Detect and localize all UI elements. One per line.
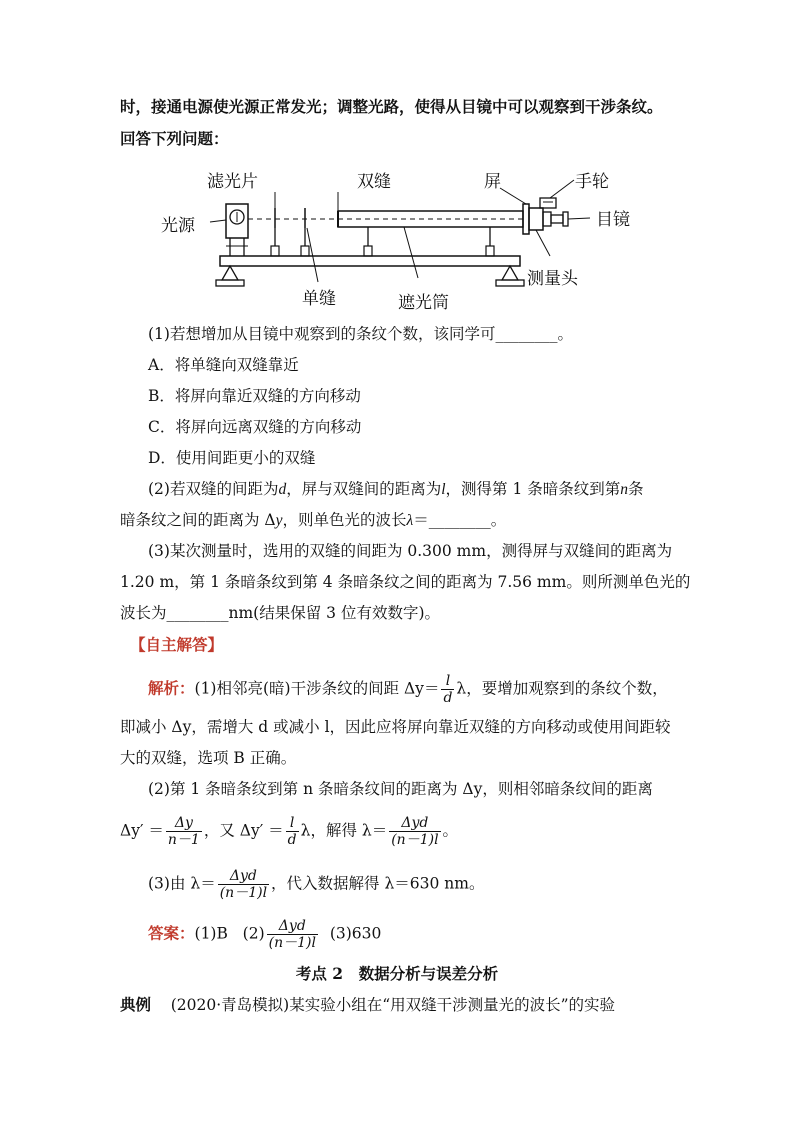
q1-option-a: A．将单缝向双缝靠近 (148, 356, 299, 374)
label-filter: 滤光片 (207, 172, 258, 192)
q3-line-1: (3)某次测量时，选用的双缝的间距为 0.300 mm，测得屏与双缝间的距离为 (148, 542, 673, 560)
optical-rail (220, 256, 520, 266)
rail-foot-right (502, 266, 518, 280)
label-single-slit: 单缝 (302, 289, 336, 309)
q1-option-c: C．将屏向远离双缝的方向移动 (148, 418, 362, 436)
q1-stem: (1)若想增加从目镜中观察到的条纹个数，该同学可________。 (148, 325, 573, 343)
handwheel (540, 198, 556, 208)
q2-line-1: (2)若双缝的间距为d，屏与双缝间的距离为l，测得第 1 条暗条纹到第n条 (148, 480, 644, 498)
label-screen: 屏 (484, 172, 501, 192)
intro-line-2: 回答下列问题： (120, 129, 229, 148)
rail-foot-left (222, 266, 238, 280)
analysis-p1-line-1: 解析：(1)相邻亮(暗)干涉条纹的间距 Δy＝ $\frac{l}{d}$ λ，要增加观察到的条纹个数， (148, 673, 668, 706)
intro-line-1: 时，接通电源使光源正常发光；调整光路，使得从目镜中可以观察到干涉条纹。 (120, 97, 663, 116)
self-answer-tag: 【自主解答】 (130, 635, 224, 654)
screen-plate (523, 204, 529, 234)
q2-line-2: 暗条纹之间的距离为 Δy，则单色光的波长λ＝________。 (120, 511, 507, 529)
q3-line-3: 波长为________nm(结果保留 3 位有效数字)。 (120, 604, 440, 622)
label-double-slit: 双缝 (357, 172, 391, 192)
label-handwheel: 手轮 (575, 172, 609, 192)
label-eyepiece: 目镜 (596, 210, 630, 230)
q1-option-d: D．使用间距更小的双缝 (148, 449, 316, 467)
measuring-head (529, 208, 543, 230)
label-measuring-head: 测量头 (527, 269, 578, 289)
analysis-p2-line-1: (2)第 1 条暗条纹到第 n 条暗条纹间的距离为 Δy，则相邻暗条纹间的距离 (148, 780, 653, 798)
q3-line-2: 1.20 m，第 1 条暗条纹到第 4 条暗条纹之间的距离为 7.56 mm。则所测单色光的 (120, 573, 691, 591)
analysis-p3: (3)由 λ＝ $\frac{\text{Δyd}}{(n-1)l}$ ，代入数据解得 λ＝630 nm。 (148, 868, 485, 901)
q1-option-b: B．将屏向靠近双缝的方向移动 (148, 387, 361, 405)
label-tube: 遮光筒 (398, 293, 449, 313)
example-line: 典例 (2020·青岛模拟)某实验小组在“用双缝干涉测量光的波长”的实验 (120, 995, 616, 1014)
analysis-p1-line-3: 大的双缝，选项 B 正确。 (120, 749, 297, 767)
answer-line: 答案：(1)B (2) $\frac{\text{Δyd}}{(n-1)l}$ (3)630 (148, 918, 382, 951)
analysis-p2-line-2: Δy′ ＝ $\frac{\Delta y}{n-1}$ ，又 Δy′ ＝ $\frac{l}{d}$ λ，解得 λ＝ $\frac{\text{Δyd}}{(n-1)l}$ 。 (120, 815, 459, 848)
eyepiece (551, 215, 563, 223)
section-heading: 考点 2 数据分析与误差分析 (295, 964, 499, 983)
analysis-p1-line-2: 即减小 Δy，需增大 d 或减小 l，因此应将屏向靠近双缝的方向移动或使用间距较 (120, 718, 671, 736)
label-light-source: 光源 (161, 216, 195, 236)
